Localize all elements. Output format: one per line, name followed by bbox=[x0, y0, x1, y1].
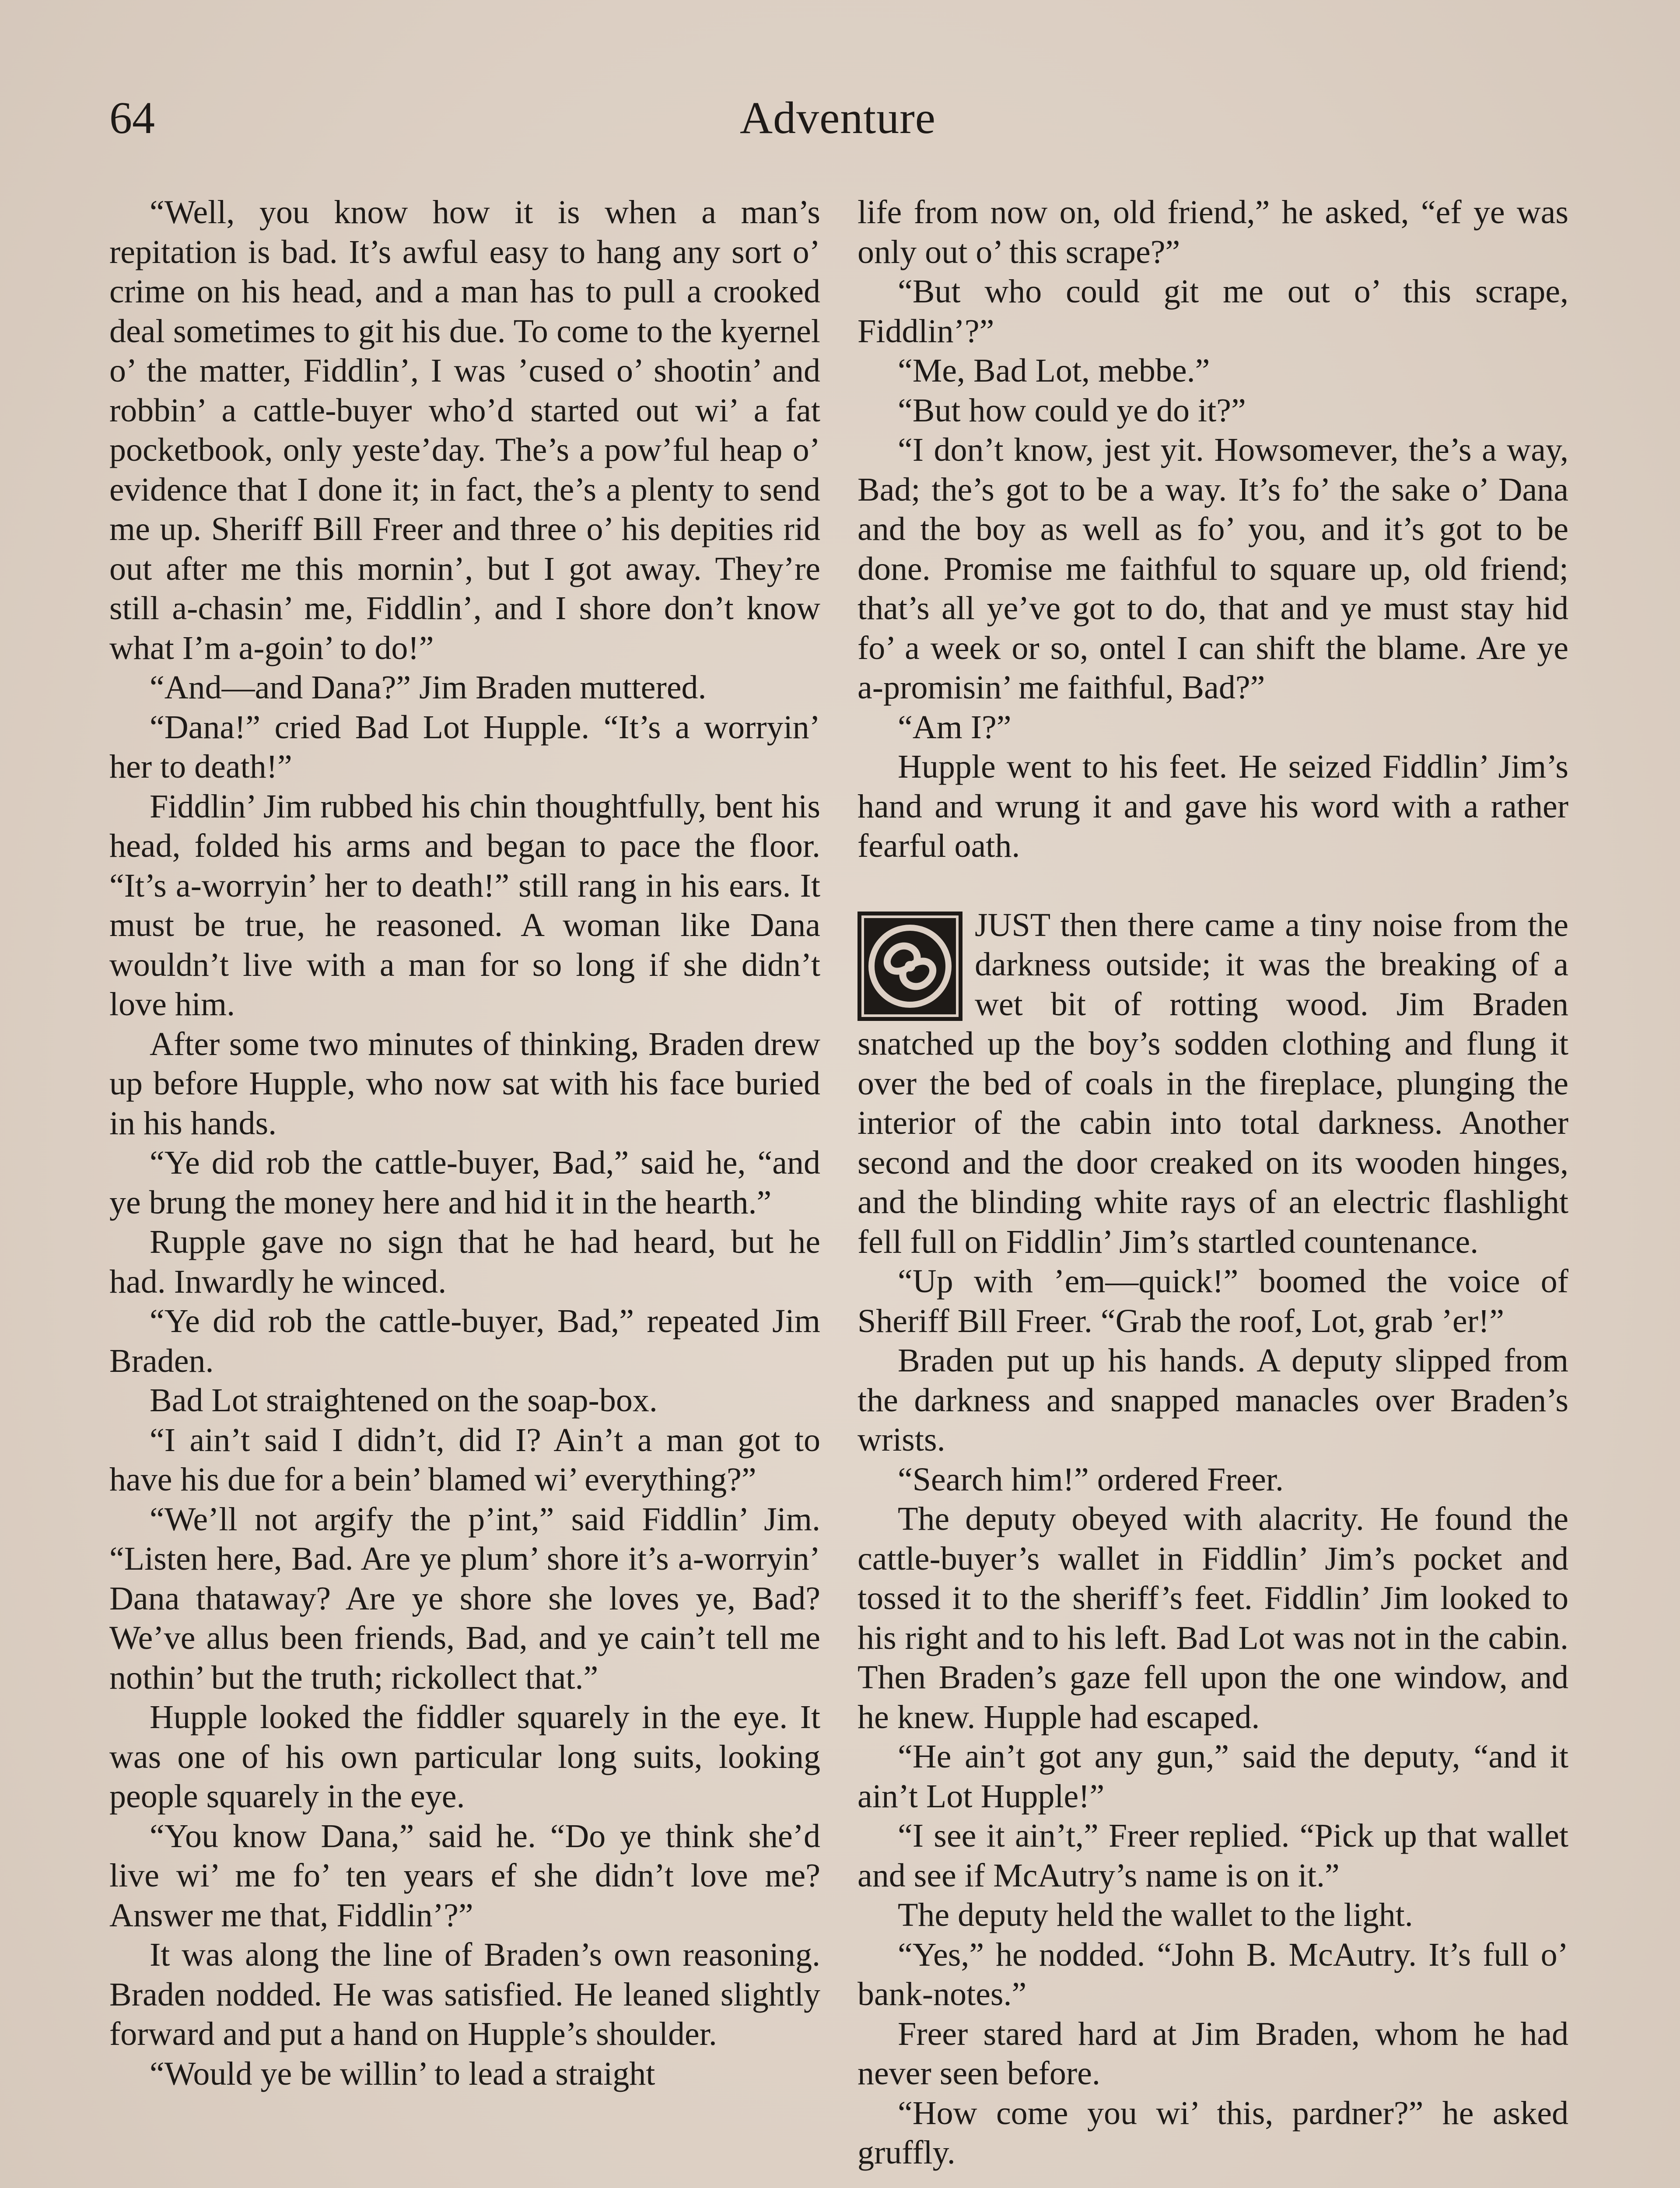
right-column bbox=[858, 193, 1568, 2173]
page-header bbox=[109, 90, 1566, 147]
paragraph: “Search him!” ordered Freer. bbox=[898, 1461, 1284, 1498]
paragraph: “And—and Dana?” Jim Braden muttered. bbox=[150, 669, 707, 706]
paragraph: “Me, Bad Lot, mebbe.” bbox=[898, 352, 1210, 389]
paragraph: “You know Dana,” said he. “Do ye think she’d live wi’ me fo’ ten years ef she didn’t love me? Answer me that, Fiddlin’?” bbox=[109, 1817, 820, 1934]
paragraph: “But who could git me out o’ this scrape, Fiddlin’?” bbox=[858, 273, 1568, 350]
swirl-ornament-icon bbox=[858, 912, 962, 1021]
paragraph: “I see it ain’t,” Freer replied. “Pick up that wallet and see if McAutry’s name is on it.” bbox=[858, 1817, 1568, 1894]
paragraph: “We’ll not argify the p’int,” said Fiddlin’ Jim. “Listen here, Bad. Are ye plum’ shore it’s a-worryin’ Dana thataway? Are ye shore she loves ye, Bad? We’ve allus been friends, Bad, and ye cain’t tell me nothin’ but the truth; rickollect that.” bbox=[109, 1501, 820, 1696]
paragraph: “Up with ’em—quick!” boomed the voice of Sheriff Bill Freer. “Grab the roof, Lot, grab ’er!” bbox=[858, 1263, 1568, 1339]
paragraph: Freer stared hard at Jim Braden, whom he had never seen before. bbox=[858, 2015, 1568, 2092]
paragraph: “But how could ye do it?” bbox=[898, 392, 1246, 429]
paragraph: It was along the line of Braden’s own reasoning. Braden nodded. He was satisfied. He leaned slightly forward and put a hand on Hupple’s shoulder. bbox=[109, 1936, 820, 2052]
paragraph: The deputy obeyed with alacrity. He found the cattle-buyer’s wallet in Fiddlin’ Jim’s pocket and tossed it to the sheriff’s feet. Fiddlin’ Jim looked to his right and to his left. Bad Lot was not in the cabin. Then Braden’s gaze fell upon the one window, and he knew. Hupple had escaped. bbox=[858, 1501, 1568, 1736]
paragraph: “Well, you know how it is when a man’s repitation is bad. It’s awful easy to hang any sort o’ crime on his head, and a man has to pull a crooked deal sometimes to git his due. To come to the kyernel o’ the matter, Fiddlin’, I was ’cused o’ shootin’ and robbin’ a cattle-buyer who’d started out wi’ a fat pocketbook, only yeste’day. The’s a pow’ful heap o’ evidence that I done it; in fact, the’s a plenty to send me up. Sheriff Bill Freer and three o’ his depities rid out after me this mornin’, but I got away. They’re still a-chasin’ me, Fiddlin’, and I shore don’t know what I’m a-goin’ to do!” bbox=[109, 194, 820, 666]
section-initial-paragraph: JUST then there came a tiny noise from the darkness outside; it was the breaking of a wet bit of rotting wood. Jim Braden snatched up the boy’s sodden clothing and flung it over the bed of coals in the fireplace, plunging the interior of the cabin into total darkness. Another second and the door creaked on its wooden hinges, and the blinding white rays of an electric flashlight fell full on Fiddlin’ Jim’s startled countenance. bbox=[858, 906, 1568, 1260]
paragraph: “Ye did rob the cattle-buyer, Bad,” repeated Jim Braden. bbox=[109, 1303, 820, 1379]
running-title: Adventure bbox=[740, 93, 936, 143]
paragraph: “Am I?” bbox=[898, 708, 1012, 746]
left-column bbox=[109, 193, 820, 2093]
paragraph: After some two minutes of thinking, Braden drew up before Hupple, who now sat with his face buried in his hands. bbox=[109, 1025, 820, 1142]
paragraph: Rupple gave no sign that he had heard, but he had. Inwardly he winced. bbox=[109, 1224, 820, 1300]
paragraph: Fiddlin’ Jim rubbed his chin thoughtfully, bent his head, folded his arms and began to pace the floor. “It’s a-worryin’ her to death!” still rang in his ears. It must be true, he reasoned. A woman like Dana wouldn’t live with a man for so long if she didn’t love him. bbox=[109, 788, 820, 1023]
paragraph: “Would ye be willin’ to lead a straight bbox=[150, 2055, 655, 2092]
paragraph: “I ain’t said I didn’t, did I? Ain’t a man got to have his due for a bein’ blamed wi’ everything?” bbox=[109, 1421, 820, 1498]
paragraph: The deputy held the wallet to the light. bbox=[898, 1897, 1413, 1933]
paragraph: “Dana!” cried Bad Lot Hupple. “It’s a worryin’ her to death!” bbox=[109, 708, 820, 785]
paragraph: Hupple looked the fiddler squarely in the eye. It was one of his own particular long suits, looking people squarely in the eye. bbox=[109, 1699, 820, 1815]
paragraph: Hupple went to his feet. He seized Fiddlin’ Jim’s hand and wrung it and gave his word with a rather fearful oath. bbox=[858, 748, 1568, 864]
page-number: 64 bbox=[109, 93, 155, 143]
paragraph: “He ain’t got any gun,” said the deputy, “and it ain’t Lot Hupple!” bbox=[858, 1738, 1568, 1815]
paragraph: Braden put up his hands. A deputy slipped from the darkness and snapped manacles over Braden’s wrists. bbox=[858, 1342, 1568, 1458]
paragraph: “I don’t know, jest yit. Howsomever, the’s a way, Bad; the’s got to be a way. It’s fo’ the sake o’ Dana and the boy as well as fo’ you, and it’s got to be done. Promise me faithful to square up, old friend; that’s all ye’ve got to do, that and ye must stay hid fo’ a week or so, ontel I can shift the blame. Are ye a-promisin’ me faithful, Bad?” bbox=[858, 431, 1568, 706]
continued-paragraph: life from now on, old friend,” he asked, “ef ye was only out o’ this scrape?” bbox=[858, 194, 1568, 270]
paragraph: “Ye did rob the cattle-buyer, Bad,” said he, “and ye brung the money here and hid it in the hearth.” bbox=[109, 1144, 820, 1221]
section-opening bbox=[858, 905, 1568, 1262]
paragraph: Bad Lot straightened on the soap-box. bbox=[150, 1382, 658, 1419]
paragraph: “How come you wi’ this, pardner?” he asked gruffly. bbox=[858, 2094, 1568, 2171]
section-break bbox=[858, 866, 1568, 905]
paragraph: “Yes,” he nodded. “John B. McAutry. It’s full o’ bank-notes.” bbox=[858, 1936, 1568, 2013]
